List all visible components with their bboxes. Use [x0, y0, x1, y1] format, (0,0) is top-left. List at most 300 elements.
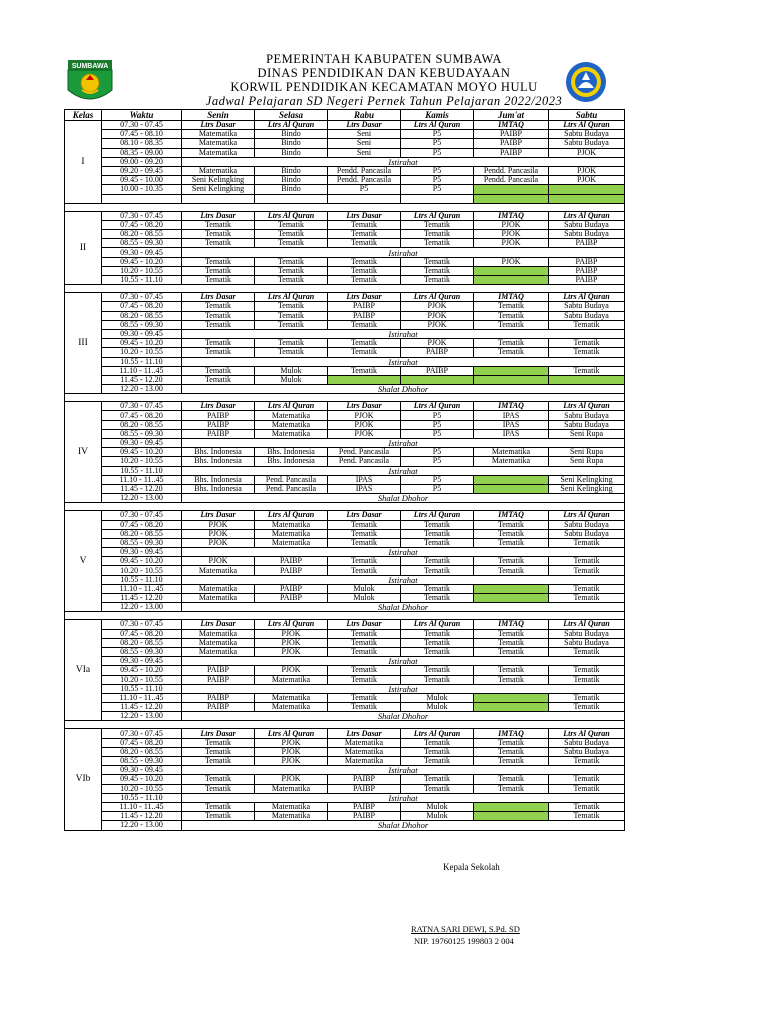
time-cell: 08.55 - 09.30 [102, 429, 182, 438]
subject-cell: PAIBP [549, 266, 625, 275]
subject-cell: PJOK [255, 647, 328, 656]
subject-cell: P5 [401, 420, 474, 429]
subject-cell: PAIBP [474, 130, 549, 139]
separator-cell [255, 394, 328, 402]
table-row [65, 511, 625, 520]
subject-cell [474, 584, 549, 593]
subject-cell: PJOK [549, 166, 625, 175]
table-row [65, 657, 625, 666]
subject-cell [328, 375, 401, 384]
class-label: VIb [65, 729, 102, 830]
time-cell: 07.30 - 07.45 [102, 121, 182, 130]
time-cell: 07.45 - 08.20 [102, 738, 182, 747]
subject-cell: Matematika [255, 538, 328, 547]
separator-cell [102, 721, 182, 729]
time-cell: 07.45 - 08.10 [102, 130, 182, 139]
table-row [65, 584, 625, 593]
subject-cell: PJOK [182, 520, 255, 529]
subject-cell: Tematik [328, 638, 401, 647]
separator-cell [474, 721, 549, 729]
subject-cell: Tematik [401, 784, 474, 793]
break-cell: Shalat Dhohor [182, 385, 625, 394]
subject-cell [255, 194, 328, 203]
subject-cell: PJOK [255, 629, 328, 638]
subject-cell: Tematik [549, 675, 625, 684]
subject-cell: Tematik [328, 675, 401, 684]
subject-cell: IPAS [474, 411, 549, 420]
subject-cell: Ltrs Dasar [328, 121, 401, 130]
subject-cell: Sabtu Budaya [549, 520, 625, 529]
table-row [65, 538, 625, 547]
table-row [65, 647, 625, 656]
table-row [65, 629, 625, 638]
subject-cell: Seni Rupa [549, 429, 625, 438]
class-separator [65, 612, 625, 620]
subject-cell: Bhs. Indonesia [182, 475, 255, 484]
table-row [65, 775, 625, 784]
table-row [65, 448, 625, 457]
subject-cell: IMTAQ [474, 402, 549, 411]
subject-cell: Tematik [401, 220, 474, 229]
subject-cell: Ltrs Al Quran [255, 511, 328, 520]
separator-cell [328, 503, 401, 511]
subject-cell: PJOK [474, 220, 549, 229]
break-cell: Shalat Dhohor [182, 494, 625, 503]
time-cell: 07.45 - 08.20 [102, 520, 182, 529]
table-row [65, 185, 625, 194]
separator-cell [549, 503, 625, 511]
subject-cell: Tematik [328, 693, 401, 702]
time-cell: 09.30 - 09.45 [102, 329, 182, 338]
class-separator [65, 285, 625, 293]
table-row [65, 766, 625, 775]
separator-cell [328, 203, 401, 211]
subject-cell: PJOK [474, 239, 549, 248]
subject-cell: Tematik [328, 529, 401, 538]
subject-cell: Matematika [255, 693, 328, 702]
time-cell: 10.00 - 10.35 [102, 185, 182, 194]
subject-cell: Tematik [328, 257, 401, 266]
schedule-table [64, 109, 625, 831]
separator-cell [65, 721, 102, 729]
table-row [65, 575, 625, 584]
table-row [65, 693, 625, 702]
time-cell: 08.55 - 09.30 [102, 757, 182, 766]
subject-cell [474, 475, 549, 484]
subject-cell: Tematik [549, 647, 625, 656]
subject-cell: Tematik [255, 348, 328, 357]
subject-cell: IPAS [328, 475, 401, 484]
subject-cell: Mulok [401, 812, 474, 821]
subject-cell: Tematik [328, 520, 401, 529]
subject-cell: Tematik [474, 538, 549, 547]
subject-cell: Tematik [474, 339, 549, 348]
subject-cell: Ltrs Al Quran [549, 293, 625, 302]
subject-cell: Ltrs Dasar [182, 729, 255, 738]
subject-cell: Sabtu Budaya [549, 747, 625, 756]
subject-cell: Matematika [182, 148, 255, 157]
subject-cell: Tematik [182, 812, 255, 821]
subject-cell: Ltrs Al Quran [401, 402, 474, 411]
time-cell: 07.45 - 08.20 [102, 220, 182, 229]
subject-cell: P5 [401, 411, 474, 420]
separator-cell [328, 394, 401, 402]
subject-cell: Tematik [182, 784, 255, 793]
subject-cell: PAIBP [474, 139, 549, 148]
subject-cell: Seni Rupa [549, 457, 625, 466]
table-row [65, 194, 625, 203]
subject-cell: PJOK [328, 420, 401, 429]
subject-cell: Tematik [401, 638, 474, 647]
time-cell: 11.10 - 11..45 [102, 693, 182, 702]
time-cell: 12.20 - 13.00 [102, 385, 182, 394]
subject-cell: Tematik [474, 629, 549, 638]
subject-cell: Matematika [328, 738, 401, 747]
column-header: Selasa [255, 110, 328, 121]
table-row [65, 566, 625, 575]
subject-cell: Tematik [549, 557, 625, 566]
subject-cell: Ltrs Dasar [182, 402, 255, 411]
subject-cell: Seni Rupa [549, 448, 625, 457]
separator-cell [474, 612, 549, 620]
subject-cell [474, 266, 549, 275]
subject-cell: IMTAQ [474, 211, 549, 220]
header-office: DINAS PENDIDIKAN DAN KEBUDAYAAN [257, 66, 511, 80]
subject-cell: Tematik [474, 566, 549, 575]
subject-cell: Mulok [401, 693, 474, 702]
subject-cell: PJOK [549, 148, 625, 157]
subject-cell: Tematik [401, 239, 474, 248]
break-cell: Istirahat [182, 357, 625, 366]
time-cell: 11.45 - 12.20 [102, 812, 182, 821]
subject-cell: Mulok [255, 375, 328, 384]
subject-cell: Tematik [255, 302, 328, 311]
time-cell: 09.30 - 09.45 [102, 548, 182, 557]
subject-cell: PAIBP [401, 348, 474, 357]
table-row [65, 620, 625, 629]
subject-cell: Tematik [182, 747, 255, 756]
time-cell: 11.10 - 11..45 [102, 475, 182, 484]
separator-cell [102, 503, 182, 511]
subject-cell: PJOK [255, 757, 328, 766]
subject-cell: Matematika [255, 420, 328, 429]
separator-cell [328, 285, 401, 293]
subject-cell: Sabtu Budaya [549, 638, 625, 647]
subject-cell: Tematik [182, 276, 255, 285]
separator-cell [401, 721, 474, 729]
time-cell: 11.45 - 12.20 [102, 594, 182, 603]
subject-cell: PAIBP [549, 257, 625, 266]
subject-cell: Tematik [401, 594, 474, 603]
header-district: KORWIL PENDIDIKAN KECAMATAN MOYO HULU [230, 80, 538, 94]
subject-cell: P5 [401, 448, 474, 457]
subject-cell: Tematik [255, 320, 328, 329]
class-separator [65, 203, 625, 211]
subject-cell: IPAS [474, 429, 549, 438]
subject-cell: Tematik [401, 230, 474, 239]
subject-cell: PJOK [182, 529, 255, 538]
subject-cell: Mulok [401, 703, 474, 712]
time-cell: 08.55 - 09.30 [102, 538, 182, 547]
subject-cell: Tematik [474, 529, 549, 538]
subject-cell: P5 [401, 130, 474, 139]
subject-cell: PAIBP [328, 784, 401, 793]
subject-cell: PAIBP [328, 775, 401, 784]
time-cell: 07.45 - 08.20 [102, 411, 182, 420]
subject-cell: Seni [328, 130, 401, 139]
subject-cell: Ltrs Al Quran [255, 620, 328, 629]
subject-cell: Matematika [255, 529, 328, 538]
subject-cell: Ltrs Al Quran [255, 402, 328, 411]
subject-cell [549, 185, 625, 194]
table-row [65, 457, 625, 466]
column-header: Kelas [65, 110, 102, 121]
time-cell: 10.55 - 11.10 [102, 684, 182, 693]
separator-cell [255, 285, 328, 293]
subject-cell: Mulok [401, 802, 474, 811]
separator-cell [255, 721, 328, 729]
subject-cell: Tematik [401, 257, 474, 266]
table-row [65, 712, 625, 721]
subject-cell [474, 484, 549, 493]
table-row [65, 529, 625, 538]
subject-cell: Sabtu Budaya [549, 311, 625, 320]
time-cell: 09.45 - 10.20 [102, 257, 182, 266]
subject-cell: Tematik [328, 239, 401, 248]
subject-cell: IMTAQ [474, 293, 549, 302]
table-row [65, 266, 625, 275]
subject-cell: Mulok [255, 366, 328, 375]
table-row [65, 366, 625, 375]
table-row [65, 121, 625, 130]
time-cell: 07.30 - 07.45 [102, 211, 182, 220]
time-cell: 08.20 - 08.55 [102, 747, 182, 756]
table-row [65, 494, 625, 503]
subject-cell: Tematik [328, 220, 401, 229]
subject-cell: Ltrs Al Quran [401, 620, 474, 629]
subject-cell: Tematik [255, 266, 328, 275]
subject-cell: Tematik [182, 239, 255, 248]
time-cell: 08.20 - 08.55 [102, 311, 182, 320]
break-cell: Istirahat [182, 657, 625, 666]
subject-cell: Tematik [328, 703, 401, 712]
subject-cell: Tematik [182, 302, 255, 311]
subject-cell: PJOK [255, 738, 328, 747]
subject-cell: Mulok [328, 584, 401, 593]
subject-cell [549, 194, 625, 203]
subject-cell: P5 [401, 429, 474, 438]
subject-cell: Tematik [255, 339, 328, 348]
subject-cell: Ltrs Dasar [182, 293, 255, 302]
subject-cell: Pend. Pancasila [328, 448, 401, 457]
subject-cell: Tematik [328, 629, 401, 638]
separator-cell [401, 394, 474, 402]
subject-cell: Bindo [255, 176, 328, 185]
table-row [65, 357, 625, 366]
subject-cell: Mulok [328, 594, 401, 603]
subject-cell: PAIBP [255, 584, 328, 593]
subject-cell: P5 [401, 185, 474, 194]
subject-cell: Ltrs Dasar [328, 620, 401, 629]
time-cell: 10.20 - 10.55 [102, 348, 182, 357]
subject-cell: PAIBP [182, 693, 255, 702]
subject-cell: Seni Kelingking [182, 185, 255, 194]
subject-cell: IPAS [328, 484, 401, 493]
subject-cell: Sabtu Budaya [549, 629, 625, 638]
subject-cell: Tematik [401, 529, 474, 538]
table-row [65, 302, 625, 311]
time-cell: 09.45 - 10.20 [102, 448, 182, 457]
table-row [65, 466, 625, 475]
table-row [65, 311, 625, 320]
subject-cell: Tematik [182, 738, 255, 747]
subject-cell: Pend. Pancasila [255, 475, 328, 484]
subject-cell: PJOK [401, 320, 474, 329]
table-row [65, 520, 625, 529]
subject-cell: P5 [401, 457, 474, 466]
time-cell: 08.35 - 09.00 [102, 148, 182, 157]
subject-cell: Ltrs Dasar [328, 729, 401, 738]
table-row [65, 230, 625, 239]
separator-cell [65, 285, 102, 293]
subject-cell: PAIBP [182, 675, 255, 684]
break-cell: Shalat Dhohor [182, 821, 625, 830]
subject-cell: Tematik [182, 775, 255, 784]
subject-cell: Ltrs Al Quran [401, 511, 474, 520]
subject-cell: Tematik [328, 348, 401, 357]
subject-cell: Matematika [182, 166, 255, 175]
subject-cell: PAIBP [255, 557, 328, 566]
subject-cell [401, 375, 474, 384]
table-row [65, 375, 625, 384]
subject-cell: Tematik [401, 647, 474, 656]
separator-cell [65, 503, 102, 511]
subject-cell: PAIBP [549, 276, 625, 285]
subject-cell: Pendd. Pancasila [474, 176, 549, 185]
subject-cell: Tematik [182, 348, 255, 357]
subject-cell: Tematik [328, 538, 401, 547]
class-separator [65, 503, 625, 511]
table-row [65, 594, 625, 603]
subject-cell [474, 366, 549, 375]
subject-cell: Tematik [328, 566, 401, 575]
subject-cell [474, 693, 549, 702]
table-row [65, 239, 625, 248]
subject-cell: Tematik [549, 320, 625, 329]
subject-cell [474, 194, 549, 203]
subject-cell: Sabtu Budaya [549, 139, 625, 148]
table-row [65, 484, 625, 493]
subject-cell: Ltrs Al Quran [549, 402, 625, 411]
table-row [65, 429, 625, 438]
subject-cell: PAIBP [182, 420, 255, 429]
subject-cell: Tematik [474, 775, 549, 784]
separator-cell [182, 203, 255, 211]
separator-cell [401, 203, 474, 211]
table-row [65, 703, 625, 712]
subject-cell: PAIBP [255, 566, 328, 575]
subject-cell: PJOK [401, 302, 474, 311]
break-cell: Istirahat [182, 548, 625, 557]
subject-cell: Tematik [549, 366, 625, 375]
subject-cell: PAIBP [182, 411, 255, 420]
subject-cell: Tematik [255, 311, 328, 320]
time-cell: 07.30 - 07.45 [102, 402, 182, 411]
subject-cell: Matematika [255, 675, 328, 684]
column-header: Rabu [328, 110, 401, 121]
time-cell: 11.10 - 11..45 [102, 802, 182, 811]
table-row [65, 439, 625, 448]
subject-cell: Ltrs Dasar [328, 402, 401, 411]
subject-cell: PAIBP [182, 429, 255, 438]
table-row [65, 729, 625, 738]
column-header: Senin [182, 110, 255, 121]
table-row [65, 276, 625, 285]
subject-cell: Bindo [255, 139, 328, 148]
subject-cell: Ltrs Dasar [182, 121, 255, 130]
break-cell: Istirahat [182, 466, 625, 475]
subject-cell: Matematika [255, 520, 328, 529]
subject-cell: Ltrs Al Quran [401, 211, 474, 220]
subject-cell: Ltrs Dasar [328, 293, 401, 302]
subject-cell: P5 [401, 484, 474, 493]
subject-cell: Ltrs Al Quran [549, 211, 625, 220]
subject-cell: Tematik [474, 520, 549, 529]
subject-cell: Tematik [549, 339, 625, 348]
subject-cell: Tematik [549, 775, 625, 784]
time-cell: 11.10 - 11..45 [102, 584, 182, 593]
subject-cell: Bindo [255, 185, 328, 194]
subject-cell: Sabtu Budaya [549, 738, 625, 747]
separator-cell [65, 203, 102, 211]
class-label: I [65, 121, 102, 204]
subject-cell: Ltrs Al Quran [255, 121, 328, 130]
subject-cell: P5 [328, 185, 401, 194]
time-cell: 07.45 - 08.20 [102, 302, 182, 311]
class-label: V [65, 511, 102, 612]
time-cell: 10.55 - 11.10 [102, 276, 182, 285]
subject-cell: Tematik [401, 675, 474, 684]
time-cell [102, 194, 182, 203]
subject-cell: IPAS [474, 420, 549, 429]
separator-cell [474, 285, 549, 293]
subject-cell: IMTAQ [474, 620, 549, 629]
subject-cell: Pendd. Pancasila [474, 166, 549, 175]
table-row [65, 793, 625, 802]
subject-cell: IMTAQ [474, 511, 549, 520]
table-row [65, 385, 625, 394]
separator-cell [474, 503, 549, 511]
break-cell: Shalat Dhohor [182, 712, 625, 721]
subject-cell: Tematik [328, 320, 401, 329]
subject-cell [328, 194, 401, 203]
schedule-body [65, 121, 625, 831]
subject-cell: PAIBP [255, 594, 328, 603]
subject-cell: Tematik [401, 775, 474, 784]
table-row [65, 603, 625, 612]
column-header: Waktu [102, 110, 182, 121]
time-cell: 08.20 - 08.55 [102, 529, 182, 538]
time-cell: 11.45 - 12.20 [102, 375, 182, 384]
svg-text:SUMBAWA: SUMBAWA [71, 63, 109, 70]
time-cell: 08.55 - 09.30 [102, 647, 182, 656]
subject-cell: Matematika [474, 457, 549, 466]
subject-cell: Sabtu Budaya [549, 302, 625, 311]
separator-cell [474, 203, 549, 211]
column-header: Kamis [401, 110, 474, 121]
subject-cell: Tematik [328, 276, 401, 285]
subject-cell: PJOK [549, 176, 625, 185]
